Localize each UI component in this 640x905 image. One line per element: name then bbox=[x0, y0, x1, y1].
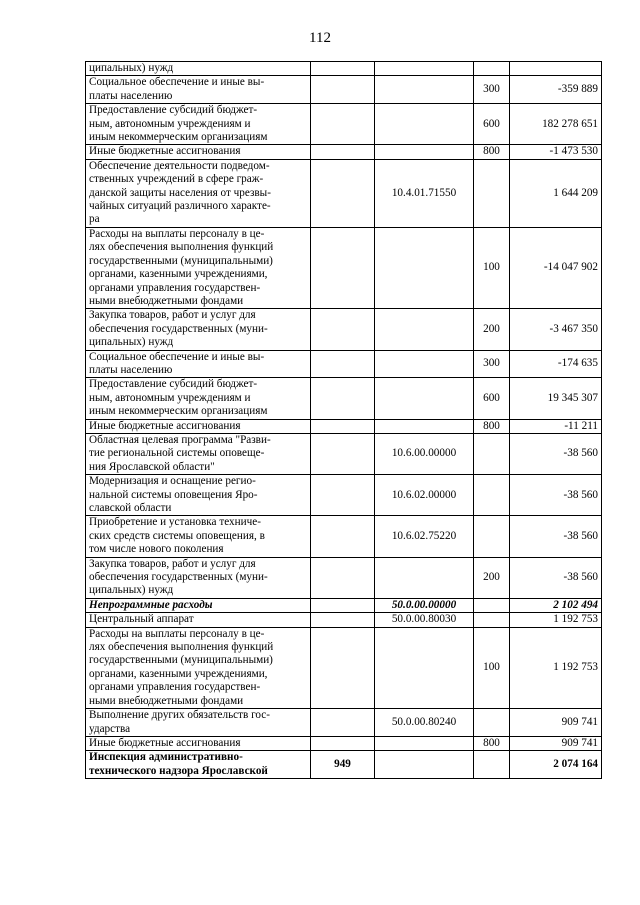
cell-code bbox=[375, 627, 474, 708]
cell-dept bbox=[311, 516, 375, 557]
cell-type: 100 bbox=[474, 227, 510, 308]
cell-type: 200 bbox=[474, 309, 510, 350]
cell-type bbox=[474, 598, 510, 612]
cell-dept bbox=[311, 145, 375, 159]
cell-name: Областная целевая программа "Разви- тие региональной системы оповеще- ния Ярославской области" bbox=[86, 433, 311, 474]
cell-sum: -38 560 bbox=[510, 433, 602, 474]
cell-sum: -359 889 bbox=[510, 76, 602, 104]
cell-dept bbox=[311, 433, 375, 474]
table-row bbox=[86, 419, 602, 433]
cell-name: Расходы на выплаты персоналу в це- лях обеспечения выполнения функций государственными (муниципальными) органами, казенными учреждениями, органами управления государствен- ными внебюджетными фондами bbox=[86, 627, 311, 708]
cell-code bbox=[375, 736, 474, 750]
cell-sum bbox=[510, 62, 602, 76]
cell-dept bbox=[311, 227, 375, 308]
cell-sum: 2 074 164 bbox=[510, 751, 602, 779]
table-row bbox=[86, 309, 602, 350]
cell-type: 300 bbox=[474, 350, 510, 378]
cell-type: 600 bbox=[474, 378, 510, 419]
cell-code bbox=[375, 145, 474, 159]
cell-dept bbox=[311, 627, 375, 708]
table-row bbox=[86, 227, 602, 308]
table-row bbox=[86, 350, 602, 378]
cell-sum: 1 192 753 bbox=[510, 613, 602, 627]
cell-dept bbox=[311, 159, 375, 227]
cell-code: 50.0.00.80030 bbox=[375, 613, 474, 627]
cell-sum: 19 345 307 bbox=[510, 378, 602, 419]
cell-dept bbox=[311, 709, 375, 737]
table-row bbox=[86, 62, 602, 76]
cell-code bbox=[375, 62, 474, 76]
cell-sum: 909 741 bbox=[510, 709, 602, 737]
table-row bbox=[86, 76, 602, 104]
cell-sum: 909 741 bbox=[510, 736, 602, 750]
table-row bbox=[86, 709, 602, 737]
cell-name: Обеспечение деятельности подведом- ственных учреждений в сфере граж- данской защиты населения от чрезвы- чайных ситуаций различного характе- ра bbox=[86, 159, 311, 227]
cell-name: Модернизация и оснащение регио- нальной системы оповещения Яро- славской области bbox=[86, 475, 311, 516]
cell-name: Закупка товаров, работ и услуг для обеспечения государственных (муни- ципальных) нужд bbox=[86, 557, 311, 598]
cell-name: Инспекция административно- технического надзора Ярославской bbox=[86, 751, 311, 779]
cell-type bbox=[474, 433, 510, 474]
cell-type: 100 bbox=[474, 627, 510, 708]
cell-type bbox=[474, 475, 510, 516]
cell-dept bbox=[311, 419, 375, 433]
cell-sum: 2 102 494 bbox=[510, 598, 602, 612]
cell-sum: 1 192 753 bbox=[510, 627, 602, 708]
cell-name: Центральный аппарат bbox=[86, 613, 311, 627]
cell-type: 600 bbox=[474, 104, 510, 145]
cell-sum: -38 560 bbox=[510, 557, 602, 598]
cell-code: 10.6.02.75220 bbox=[375, 516, 474, 557]
cell-dept bbox=[311, 613, 375, 627]
cell-type bbox=[474, 516, 510, 557]
table-row bbox=[86, 159, 602, 227]
cell-sum: -174 635 bbox=[510, 350, 602, 378]
cell-code bbox=[375, 104, 474, 145]
table-row bbox=[86, 557, 602, 598]
cell-name: Иные бюджетные ассигнования bbox=[86, 145, 311, 159]
table-row bbox=[86, 475, 602, 516]
cell-sum: -38 560 bbox=[510, 516, 602, 557]
cell-name: Иные бюджетные ассигнования bbox=[86, 419, 311, 433]
cell-dept bbox=[311, 76, 375, 104]
cell-type bbox=[474, 709, 510, 737]
cell-type: 800 bbox=[474, 145, 510, 159]
cell-code bbox=[375, 378, 474, 419]
page-number: 112 bbox=[309, 30, 331, 46]
cell-sum: -38 560 bbox=[510, 475, 602, 516]
table-row bbox=[86, 433, 602, 474]
budget-table-body bbox=[86, 62, 602, 779]
table-row bbox=[86, 613, 602, 627]
cell-dept bbox=[311, 62, 375, 76]
cell-name: Приобретение и установка техниче- ских средств системы оповещения, в том числе нового поколения bbox=[86, 516, 311, 557]
cell-dept bbox=[311, 104, 375, 145]
cell-code: 50.0.00.80240 bbox=[375, 709, 474, 737]
cell-code: 10.4.01.71550 bbox=[375, 159, 474, 227]
cell-code bbox=[375, 309, 474, 350]
cell-code bbox=[375, 557, 474, 598]
table-row bbox=[86, 104, 602, 145]
table-row bbox=[86, 516, 602, 557]
table-row bbox=[86, 627, 602, 708]
cell-dept bbox=[311, 736, 375, 750]
cell-type bbox=[474, 751, 510, 779]
cell-name: Расходы на выплаты персоналу в це- лях обеспечения выполнения функций государственными (муниципальными) органами, казенными учреждениями, органами управления государствен- ными внебюджетными фондами bbox=[86, 227, 311, 308]
table-row bbox=[86, 751, 602, 779]
cell-code bbox=[375, 419, 474, 433]
cell-code: 50.0.00.00000 bbox=[375, 598, 474, 612]
cell-sum: 1 644 209 bbox=[510, 159, 602, 227]
cell-dept bbox=[311, 378, 375, 419]
cell-name: Закупка товаров, работ и услуг для обеспечения государственных (муни- ципальных) нужд bbox=[86, 309, 311, 350]
table-row bbox=[86, 145, 602, 159]
cell-name: Социальное обеспечение и иные вы- платы населению bbox=[86, 350, 311, 378]
cell-name: Предоставление субсидий бюджет- ным, автономным учреждениям и иным некоммерческим организациям bbox=[86, 104, 311, 145]
cell-name: Предоставление субсидий бюджет- ным, автономным учреждениям и иным некоммерческим организациям bbox=[86, 378, 311, 419]
cell-type: 200 bbox=[474, 557, 510, 598]
cell-dept bbox=[311, 309, 375, 350]
cell-code bbox=[375, 350, 474, 378]
table-row bbox=[86, 378, 602, 419]
cell-type: 800 bbox=[474, 419, 510, 433]
cell-name: Непрограммные расходы bbox=[86, 598, 311, 612]
cell-type: 300 bbox=[474, 76, 510, 104]
cell-dept bbox=[311, 557, 375, 598]
cell-sum: 182 278 651 bbox=[510, 104, 602, 145]
cell-name: Иные бюджетные ассигнования bbox=[86, 736, 311, 750]
cell-code bbox=[375, 227, 474, 308]
cell-sum: -11 211 bbox=[510, 419, 602, 433]
cell-type bbox=[474, 159, 510, 227]
cell-code: 10.6.00.00000 bbox=[375, 433, 474, 474]
cell-name: ципальных) нужд bbox=[86, 62, 311, 76]
table-row bbox=[86, 736, 602, 750]
cell-name: Выполнение других обязательств гос- ударства bbox=[86, 709, 311, 737]
cell-type bbox=[474, 613, 510, 627]
cell-sum: -14 047 902 bbox=[510, 227, 602, 308]
cell-name: Социальное обеспечение и иные вы- платы населению bbox=[86, 76, 311, 104]
cell-dept bbox=[311, 350, 375, 378]
cell-code bbox=[375, 76, 474, 104]
cell-type: 800 bbox=[474, 736, 510, 750]
cell-dept bbox=[311, 598, 375, 612]
cell-code bbox=[375, 751, 474, 779]
cell-dept: 949 bbox=[311, 751, 375, 779]
cell-code: 10.6.02.00000 bbox=[375, 475, 474, 516]
budget-table bbox=[85, 61, 602, 779]
cell-sum: -3 467 350 bbox=[510, 309, 602, 350]
cell-sum: -1 473 530 bbox=[510, 145, 602, 159]
cell-dept bbox=[311, 475, 375, 516]
table-row bbox=[86, 598, 602, 612]
cell-type bbox=[474, 62, 510, 76]
